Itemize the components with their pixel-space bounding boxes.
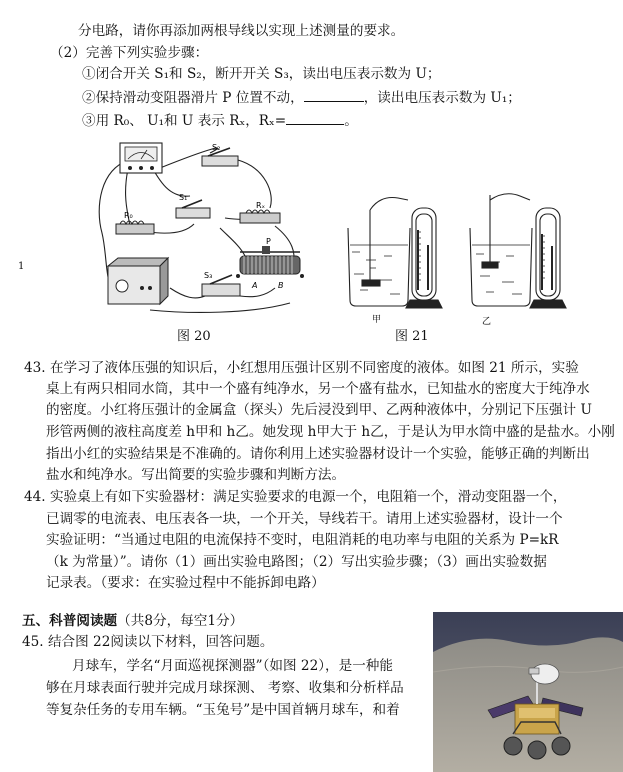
text-line-1: 分电路，请你再添加两根导线以实现上述测量的要求。 <box>78 23 405 39</box>
q44-line: 44. 实验桌上有如下实验器材：满足实验要求的电源一个，电阻箱一个，滑动变阻器一个， <box>24 489 567 505</box>
side-mark: 1 <box>18 261 25 272</box>
step-3 <box>82 110 358 131</box>
label-s3: S₃ <box>204 271 213 280</box>
q44-line: 记录表。（要求：在实验过程中不能拆卸电路） <box>46 575 325 591</box>
step-2-text-b: ，读出电压表示数为 U₁； <box>363 90 521 106</box>
reading-line: 够在月球表面行驶并完成月球探测、 考察、收集和分析样品 <box>46 680 404 696</box>
q43-line: 桌上有两只相同水筒，其中一个盛有纯净水，另一个盛有盐水，已知盐水的密度大于纯净水 <box>46 381 590 397</box>
step-3-text-a: ③用 R₀、 U₁和 U 表示 Rₓ，Rₓ= <box>82 113 287 129</box>
power-supply-icon <box>108 258 168 304</box>
q43-line: 指出小红的实验结果是不准确的。请你利用上述实验器材设计一个实验，能够正确的判断出 <box>46 446 590 462</box>
step-2 <box>82 87 521 108</box>
label-b: B <box>278 281 284 290</box>
q44-line: （k 为常量）”。请你（1）画出实验电路图；（2）写出实验步骤；（3）画出实验数据 <box>46 554 547 570</box>
reading-line: 等复杂任务的专用车辆。“玉兔号”是中国首辆月球车，和着 <box>46 702 400 718</box>
resistor-r0-icon <box>116 221 154 234</box>
label-s1: S₁ <box>179 193 188 202</box>
step-3-text-b: 。 <box>344 113 358 129</box>
resistor-rx-icon <box>240 210 280 223</box>
q44-line: 已调零的电流表、电压表各一块，一个开关，导线若干。请用上述实验器材，设计一个 <box>46 511 563 527</box>
question-45: 45. 结合图 22阅读以下材料，回答问题。 <box>22 634 274 650</box>
figure-20-caption: 图 20 <box>177 329 211 344</box>
figure-21-pressure-gauges <box>340 190 585 325</box>
label-rx: Rₓ <box>256 201 266 210</box>
u-tube-jia-icon <box>370 198 442 309</box>
u-tube-yi-icon <box>490 194 566 308</box>
switch-s1-icon <box>176 200 210 218</box>
q43-line: 盐水和纯净水。写出简要的实验步骤和判断方法。 <box>46 467 346 483</box>
rheostat-icon <box>236 246 304 278</box>
q43-line: 43. 在学习了液体压强的知识后，小红想用压强计区别不同密度的液体。如图 21 所示，实验 <box>24 360 579 376</box>
label-yi: 乙 <box>482 317 492 325</box>
section-5-heading <box>22 611 243 631</box>
beaker-yi-icon <box>470 195 532 306</box>
section-5-points: （共8分，每空1分） <box>117 613 244 629</box>
section-5-title: 五、科普阅读题 <box>22 613 118 629</box>
q43-line: 的密度。小红将压强计的金属盒（探头）先后浸没到甲、乙两种液体中，分别记下压强计 U <box>46 402 592 418</box>
figure-22-lunar-rover-photo <box>433 612 623 772</box>
beaker-jia-icon <box>348 210 410 306</box>
q44-line: 实验证明：“当通过电阻的电流保持不变时，电阻消耗的电功率与电阻的关系为 P=kR <box>46 532 559 548</box>
label-r0: R₀ <box>124 211 133 220</box>
voltmeter-icon <box>120 143 162 173</box>
reading-line: 月球车，学名“月面巡视探测器”（如图 22），是一种能 <box>72 658 393 674</box>
label-p: P <box>266 237 271 246</box>
q43-line: 形管两侧的液柱高度差 h甲和 h乙。她发现 h甲大于 h乙，于是认为甲水筒中盛的是盐水。小刚 <box>46 424 615 440</box>
steps-heading: （2）完善下列实验步骤： <box>50 45 209 61</box>
figure-20-circuit <box>90 138 320 320</box>
step-2-text-a: ②保持滑动变阻器滑片 P 位置不动， <box>82 90 304 106</box>
label-a: A <box>252 281 258 290</box>
figure-21-caption: 图 21 <box>395 329 429 344</box>
label-jia: 甲 <box>372 315 382 325</box>
blank-3[interactable] <box>286 110 344 125</box>
step-1: ①闭合开关 S₁和 S₂，断开开关 S₃，读出电压表示数为 U； <box>82 66 441 82</box>
label-s2: S₂ <box>212 143 221 152</box>
blank-2[interactable] <box>304 87 364 102</box>
